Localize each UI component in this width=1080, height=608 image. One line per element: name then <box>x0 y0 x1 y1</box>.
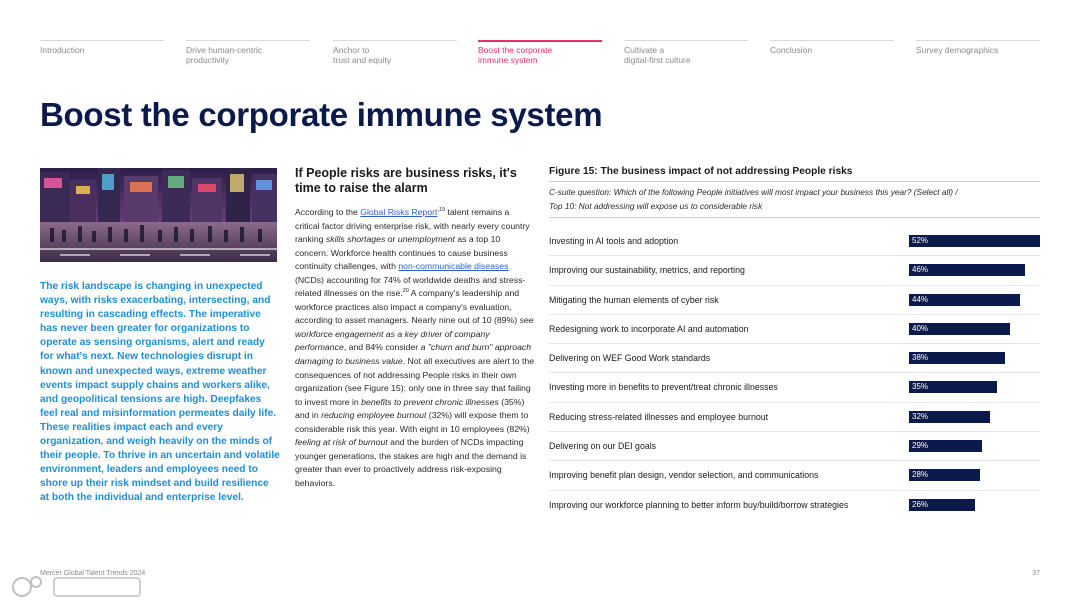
text-run: According to the <box>295 207 361 217</box>
footnote-ref: 20 <box>402 288 409 295</box>
city-crowd-photo <box>40 168 277 262</box>
text-run: A company's leadership and workforce practices also impact a company's evaluation, according to asset managers. Nearly nine out of 10 (89%) <box>295 288 520 326</box>
nav-label-line2: digital-first culture <box>624 55 691 65</box>
category-label: Mitigating the human elements of cyber risk <box>549 294 719 305</box>
data-label: 32% <box>912 411 929 421</box>
chart-row <box>549 315 1040 344</box>
watermark-logo <box>8 572 148 602</box>
data-label: 40% <box>912 323 929 333</box>
figure-subtitle <box>549 186 1040 218</box>
text-run: or <box>385 234 398 245</box>
bar <box>909 294 1020 306</box>
nav-label: Anchor to <box>333 45 370 55</box>
text-run: (NCDs) accounting for 74% of worldwide deaths and stress-related illnesses on the rise. <box>295 274 526 299</box>
body-paragraph <box>295 206 535 490</box>
lead-paragraph: The risk landscape is changing in unexpected ways, with risks exacerbating, intersecting, and resulting in cascading effects. The imperative has never been greater for organizations to operate as sensing organisms, alert and ready for what's next. New technologies disrupt in known and unexpected ways, extreme weather events impact supply chains and workers alike, and geopolitical tensions are high. Deepfakes feel real and misinformation permeates daily life. These realities impact each and every organization, and weigh heavily on the minds of their people. To thrive in an uncertain and volatile environment, leaders and employees need to shore up their risk mindset and build resilience at both the individual and enterprise level. <box>40 281 280 504</box>
page-number: 37 <box>1032 570 1040 577</box>
nav-label: Cultivate a <box>624 45 665 55</box>
footnote-ref: ,19 <box>437 207 446 214</box>
category-label: Improving benefit plan design, vendor selection, and communications <box>549 470 819 481</box>
bar <box>909 323 1010 335</box>
nav-label-line2: trust and equity <box>333 55 392 65</box>
emphasis: feeling at risk of burnout <box>295 437 388 448</box>
category-label: Delivering on our DEI goals <box>549 441 657 452</box>
data-label: 26% <box>912 499 929 509</box>
chart-row <box>549 256 1040 285</box>
emphasis: a "churn and burn" approach damaging to business value <box>295 342 532 367</box>
section-nav <box>40 40 1040 70</box>
bar <box>909 264 1025 276</box>
text-run: (35%) and in <box>295 396 525 421</box>
nav-item-cultivate-a-digital-first-culture[interactable] <box>624 40 748 65</box>
nav-label-line2: immune system <box>478 55 538 65</box>
chart-row <box>549 432 1040 461</box>
chart-row <box>549 403 1040 432</box>
data-label: 46% <box>912 265 929 275</box>
text-run: and the burden of NCDs impacting younger generations, the stakes are high and the demand is greater than ever to proactively address risk-exposing behaviors. <box>295 437 527 488</box>
section-heading: If People risks are business risks, it's time to raise the alarm <box>295 166 517 195</box>
category-label: Investing more in benefits to prevent/treat chronic illnesses <box>549 382 778 393</box>
bar <box>909 352 1005 364</box>
page-title: Boost the corporate immune system <box>40 96 603 133</box>
nav-item-anchor-to-trust-and-equity[interactable] <box>333 40 457 65</box>
text-run: as a top 10 concern. Workforce health continues to cause business continuity challenges, with <box>295 234 508 272</box>
chart-row <box>549 286 1040 315</box>
emphasis: see workforce engagement as a key driver of company performance <box>295 315 534 353</box>
data-label: 28% <box>912 470 929 480</box>
text-run: . Not all executives are alert to the consequences of not addressing People risks in their own organization (see Figure 15): only one in three say that failing to invest more in <box>295 356 535 407</box>
nav-label-line2: productivity <box>186 55 229 65</box>
global-risks-report-link[interactable]: Global Risks Report <box>360 207 438 217</box>
nav-item-survey-demographics[interactable] <box>916 40 1040 55</box>
category-label: Improving our workforce planning to better inform buy/build/borrow strategies <box>549 499 849 510</box>
bar <box>909 235 1040 247</box>
nav-item-conclusion[interactable] <box>770 40 894 55</box>
category-label: Improving our sustainability, metrics, and reporting <box>549 265 745 276</box>
category-label: Redesigning work to incorporate AI and automation <box>549 323 749 334</box>
ncd-link[interactable]: non-communicable diseases <box>398 261 509 272</box>
figure-subtitle-line1: C-suite question: Which of the following People initiatives will most impact your business this year? (Select all) / <box>549 187 958 197</box>
emphasis: benefits to prevent chronic illnesses <box>361 396 499 407</box>
text-run: talent remains a critical factor driving enterprise risk, with nearly every country ranking <box>295 207 530 245</box>
data-label: 52% <box>912 236 929 245</box>
data-label: 35% <box>912 382 929 392</box>
chart-row <box>549 227 1040 256</box>
nav-label: Drive human-centric <box>186 45 263 55</box>
text-run: (32%) will expose them to considerable risk this year. With eight in 10 employees (82%) <box>295 410 530 434</box>
footer-source: Mercer Global Talent Trends 2024 <box>40 570 146 577</box>
chart-row <box>549 344 1040 373</box>
data-label: 38% <box>912 353 929 363</box>
bar <box>909 411 990 423</box>
category-label: Investing in AI tools and adoption <box>549 236 679 246</box>
bar <box>909 440 982 452</box>
bar <box>909 469 980 481</box>
chart-row <box>549 373 1040 402</box>
data-label: 44% <box>912 294 929 304</box>
nav-label: Boost the corporate <box>478 45 553 55</box>
category-label: Reducing stress-related illnesses and employee burnout <box>549 411 769 422</box>
figure-subtitle-line2: Top 10: Not addressing will expose us to considerable risk <box>549 200 763 211</box>
data-label: 29% <box>912 441 929 451</box>
figure-title: Figure 15: The business impact of not addressing People risks <box>549 166 1040 182</box>
emphasis: unemployment <box>397 234 455 245</box>
chart-row <box>549 461 1040 490</box>
bar <box>909 499 975 511</box>
nav-item-drive-human-centric-productivity[interactable] <box>186 40 310 65</box>
emphasis: skills shortages <box>325 234 386 245</box>
nav-label: Survey demographics <box>916 45 999 55</box>
nav-item-introduction[interactable] <box>40 40 164 55</box>
nav-item-boost-the-corporate-immune-system[interactable] <box>478 40 602 65</box>
bar-chart <box>549 227 1040 519</box>
nav-label: Conclusion <box>770 45 813 55</box>
nav-label: Introduction <box>40 45 85 55</box>
chart-row <box>549 491 1040 519</box>
emphasis: reducing employee burnout <box>321 410 427 421</box>
category-label: Delivering on WEF Good Work standards <box>549 353 711 364</box>
bar <box>909 381 997 393</box>
text-run: , and 84% consider <box>343 342 421 353</box>
